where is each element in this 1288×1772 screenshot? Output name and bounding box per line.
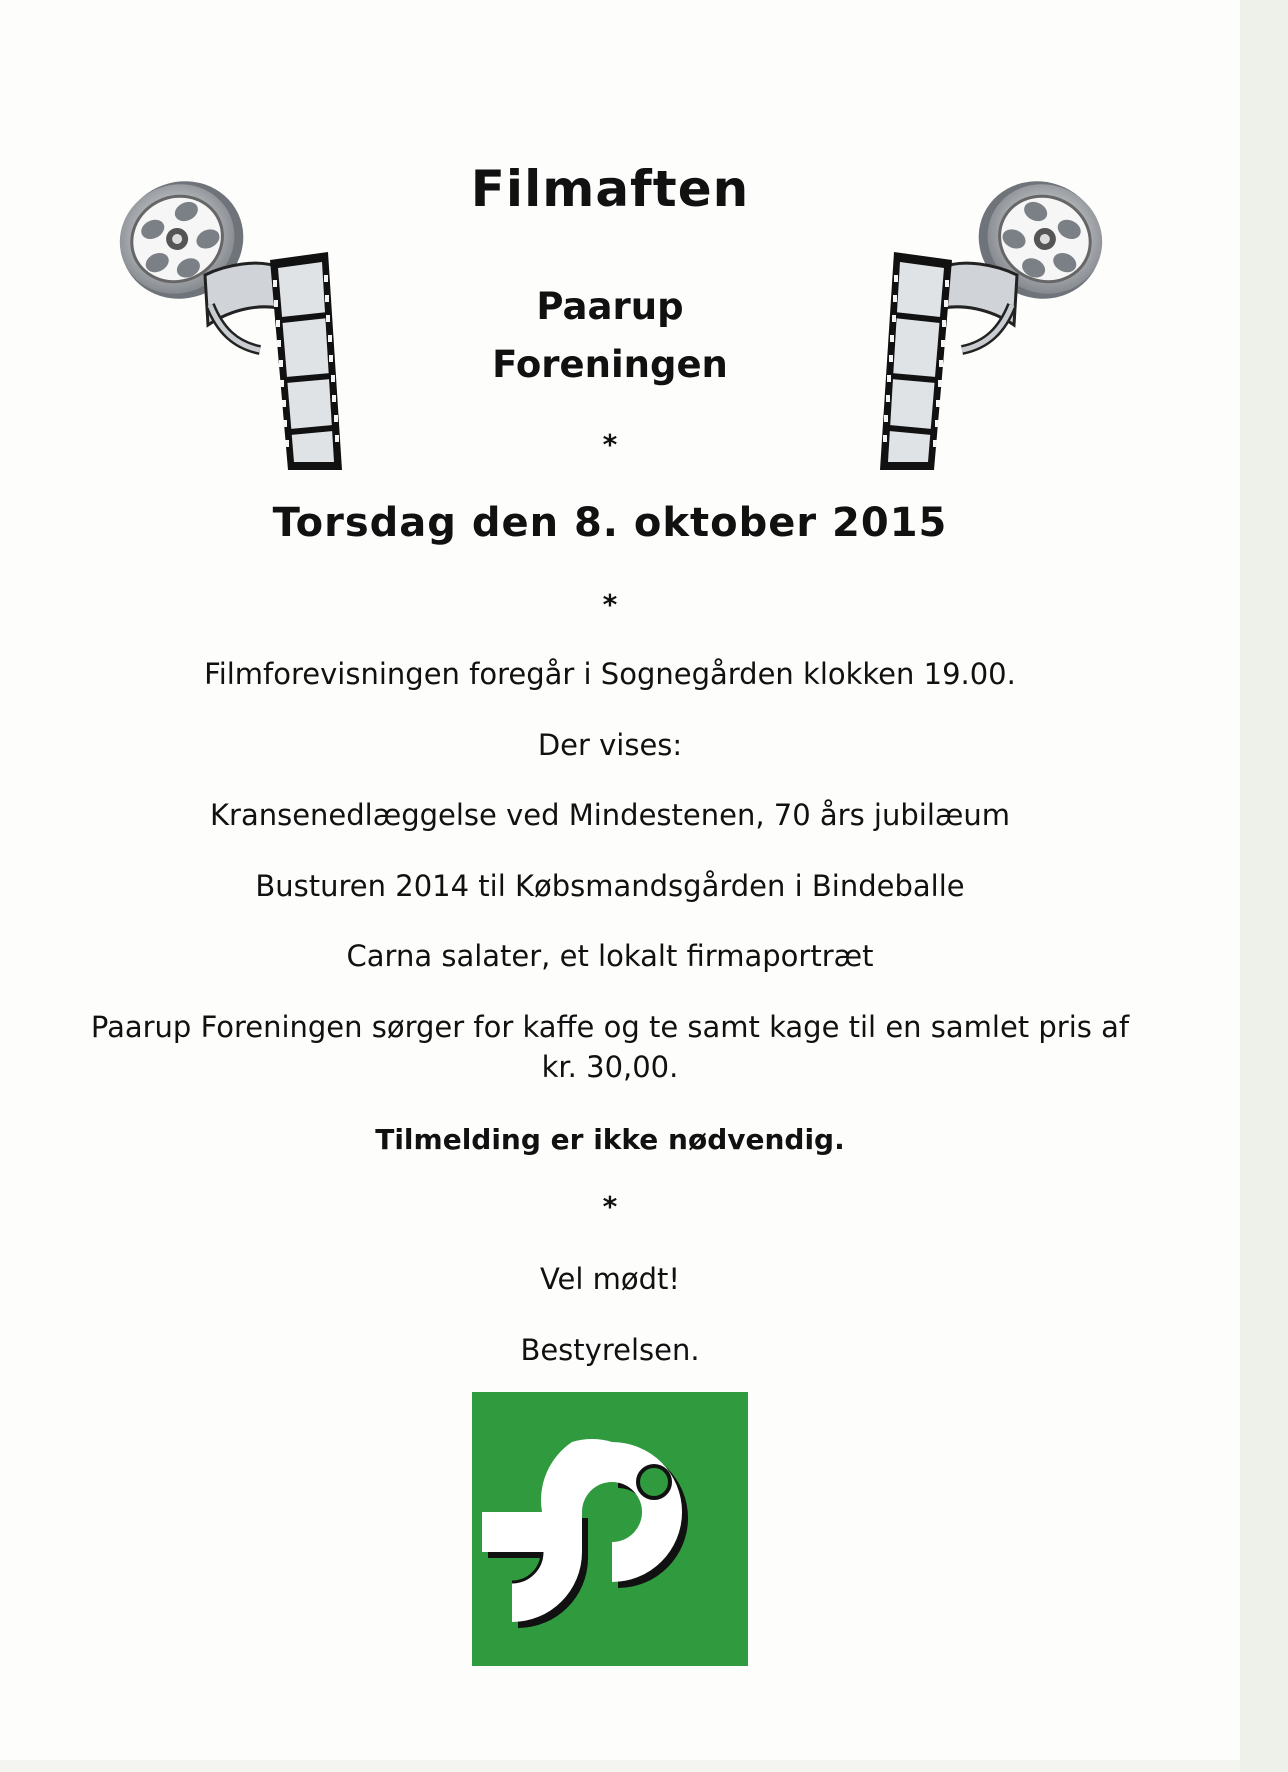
program-item: Carna salater, et lokalt firmaportræt [346,939,874,973]
organizer-line-2: Foreningen [492,343,728,386]
separator-star: * [602,1190,618,1223]
registration-note: Tilmelding er ikke nødvendig. [375,1123,845,1156]
refreshments-line-1: Paarup Foreningen sørger for kaffe og te samt kage til en samlet pris af [90,1010,1130,1044]
closing-greeting: Vel mødt! [539,1262,681,1296]
program-item: Busturen 2014 til Købsmandsgården i Bindeballe [255,869,965,903]
signature: Bestyrelsen. [520,1333,700,1367]
program-heading: Der vises: [537,728,683,762]
flyer-title: Filmaften [470,160,750,218]
page-edge [1240,0,1288,1772]
separator-star: * [602,588,618,621]
location-time: Filmforevisningen foregår i Sognegården klokken 19.00. [204,657,1016,691]
separator-star: * [602,428,618,461]
organizer-line-1: Paarup [536,285,684,328]
program-item: Kransenedlæggelse ved Mindestenen, 70 års jubilæum [210,798,1010,832]
event-date: Torsdag den 8. oktober 2015 [272,500,948,546]
refreshments-line-2: kr. 30,00. [541,1050,679,1084]
paarup-logo [472,1392,748,1666]
